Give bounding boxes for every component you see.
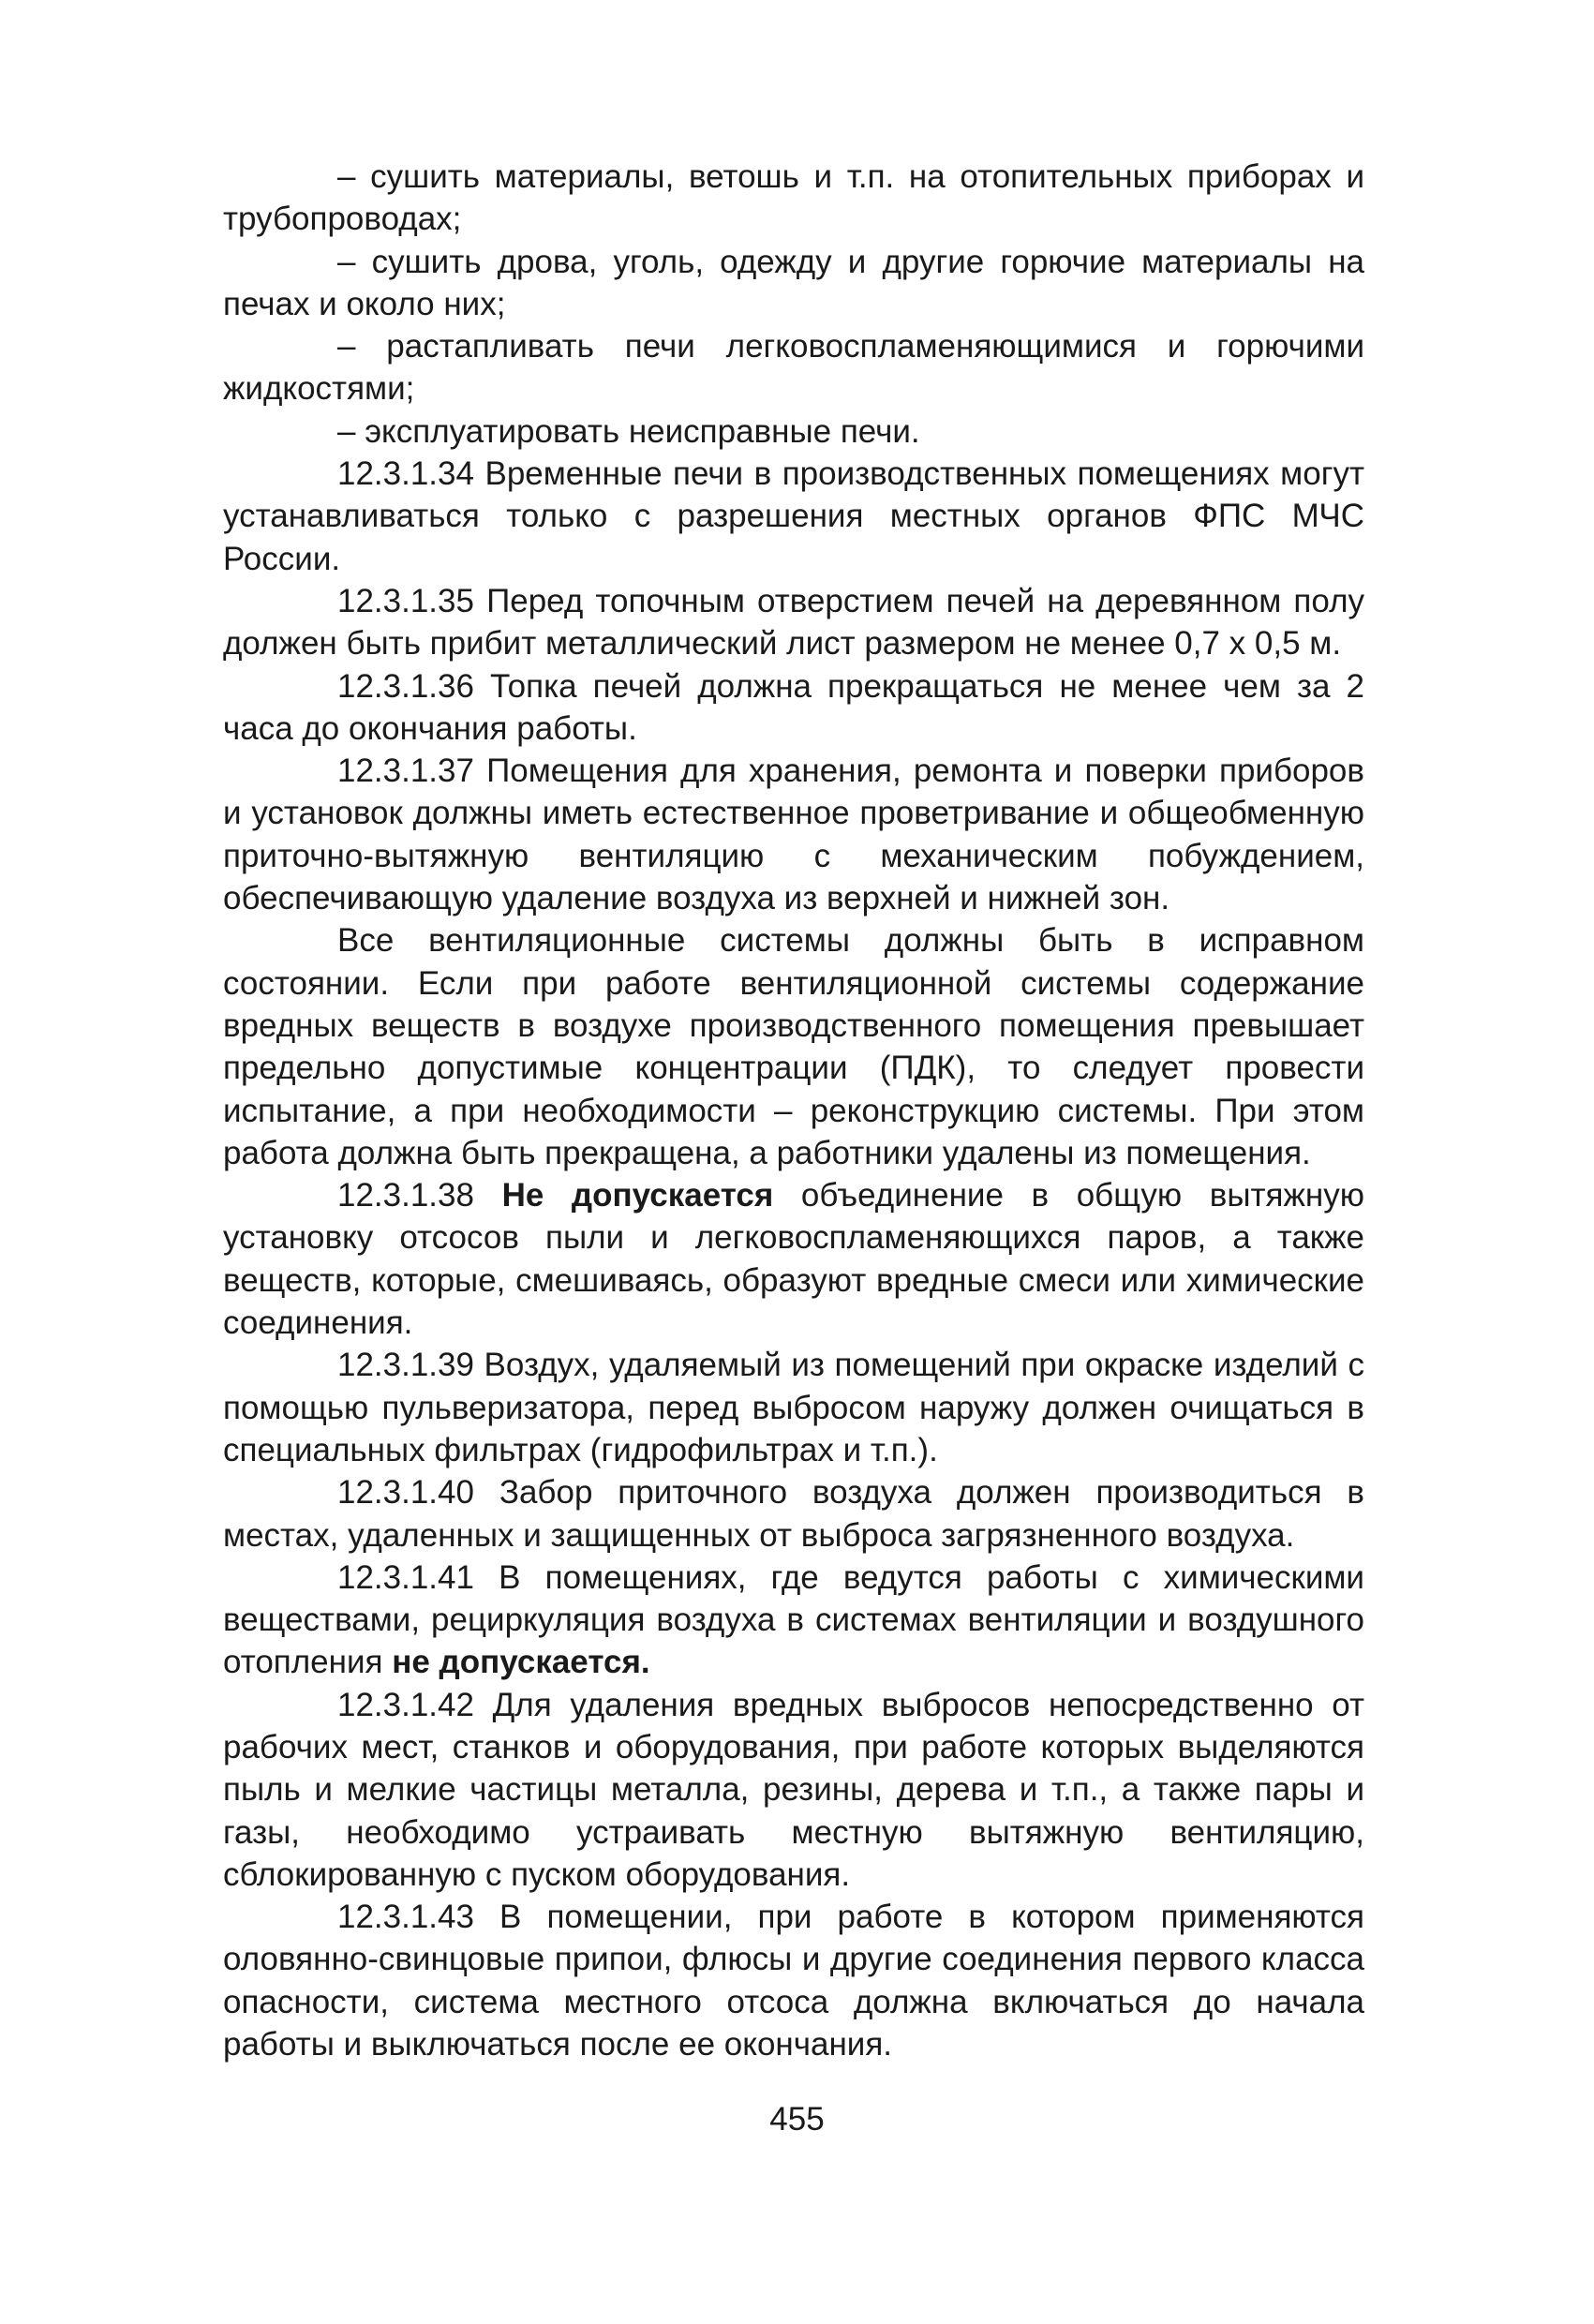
paragraph-drying-materials: – сушить материалы, ветошь и т.п. на отопительных приборах и трубопроводах;: [223, 158, 1364, 238]
paragraph-12-3-1-41: [223, 1557, 1364, 1684]
page-number: 455: [769, 2101, 825, 2138]
paragraph-12-3-1-38-rest: объединение в общую вытяжную установку отсосов пыли и легковоспламеняющихся паров, а также веществ, которые, смешиваясь, образуют вредные смеси или химические соединения.: [223, 1177, 1364, 1342]
paragraph-12-3-1-42: 12.3.1.42 Для удаления вредных выбросов непосредственно от рабочих мест, станков и оборудования, при работе которых выделяются пыль и мелкие частицы металла, резины, дерева и т.п., а также пары и газы, необходимо устраивать местную вытяжную вентиляцию, сблокированную с пуском оборудования.: [223, 1686, 1364, 1893]
paragraph-12-3-1-43: 12.3.1.43 В помещении, при работе в котором применяются оловянно-свинцовые припои, флюсы и другие соединения первого класса опасности, система местного отсоса должна включаться до начала работы и выключаться после ее окончания.: [223, 1899, 1364, 2063]
paragraph-12-3-1-34: 12.3.1.34 Временные печи в производственных помещениях могут устанавливаться только с разрешения местных органов ФПС МЧС России.: [223, 455, 1364, 577]
paragraph-ventilation-systems: Все вентиляционные системы должны быть в исправном состоянии. Если при работе вентиляционной системы содержание вредных веществ в воздухе производственного помещения превышает предельно допустимые концентрации (ПДК), то следует провести испытание, а при необходимости – реконструкцию системы. При этом работа должна быть прекращена, а работники удалены из помещения.: [223, 922, 1364, 1171]
paragraph-12-3-1-38: [223, 1174, 1364, 1344]
paragraph-12-3-1-38-bold: Не допускается: [501, 1177, 774, 1214]
paragraph-faulty-stoves: – эксплуатировать неисправные печи.: [337, 412, 920, 450]
paragraph-drying-firewood: – сушить дрова, уголь, одежду и другие горючие материалы на печах и около них;: [223, 243, 1364, 322]
paragraph-12-3-1-35: 12.3.1.35 Перед топочным отверстием печей на деревянном полу должен быть прибит металлический лист размером не менее 0,7 х 0,5 м.: [223, 582, 1364, 663]
paragraph-12-3-1-41-bold: не допускается.: [392, 1644, 650, 1681]
paragraph-12-3-1-38-lead: 12.3.1.38: [337, 1177, 502, 1214]
paragraph-kindling-stoves: – растапливать печи легковоспламеняющимися и горючими жидкостями;: [223, 328, 1364, 408]
paragraph-12-3-1-37: 12.3.1.37 Помещения для хранения, ремонта и поверки приборов и установок должны иметь естественное проветривание и общеобменную приточно-вытяжную вентиляцию с механическим побуждением, обеспечивающую удаление воздуха из верхней и нижней зон.: [223, 752, 1364, 917]
paragraph-12-3-1-36: 12.3.1.36 Топка печей должна прекращаться не менее чем за 2 часа до окончания работы.: [223, 667, 1364, 747]
paragraph-12-3-1-41-lead: 12.3.1.41 В помещениях, где ведутся работы с химическими веществами, рециркуляция воздуха в системах вентиляции и воздушного отопления: [223, 1558, 1364, 1681]
paragraph-12-3-1-40: 12.3.1.40 Забор приточного воздуха должен производиться в местах, удаленных и защищенных от выброса загрязненного воздуха.: [223, 1474, 1364, 1554]
page-body: [223, 156, 1364, 2065]
paragraph-12-3-1-39: 12.3.1.39 Воздух, удаляемый из помещений при окраске изделий с помощью пульверизатора, перед выбросом наружу должен очищаться в специальных фильтрах (гидрофильтрах и т.п.).: [223, 1347, 1364, 1468]
